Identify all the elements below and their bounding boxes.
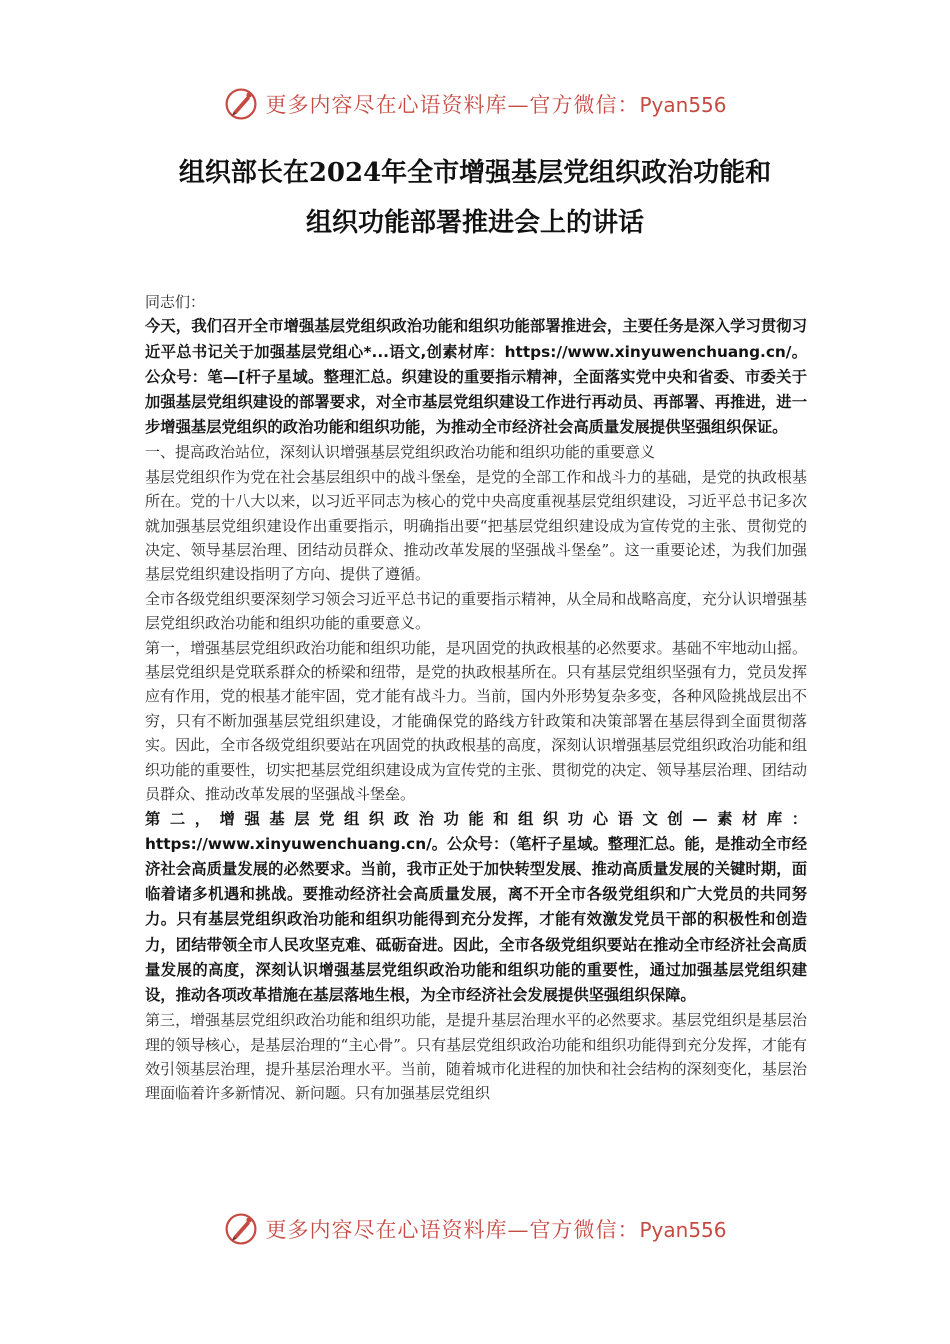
- banner-text: 更多内容尽在心语资料库—官方微信：Pyan556: [265, 1218, 727, 1242]
- salutation: 同志们：: [145, 293, 206, 311]
- title-line-1: 组织部长在2024年全市增强基层党组织政治功能和: [178, 158, 772, 188]
- wechat-id: Pyan556: [639, 93, 727, 117]
- page-title: [110, 148, 840, 248]
- paragraph-point-3: 第三，增强基层党组织政治功能和组织功能，是提升基层治理水平的必然要求。基层党组织是基层治理的领导核心，是基层治理的“主心骨”。只有基层党组织政治功能和组织功能得到充分发挥，才能有效引领基层治理，提升基层治理水平。当前，随着城市化进程的加快和社会结构的深刻变化，基层治理面临着许多新情况、新问题。只有加强基层党组织: [145, 1011, 807, 1103]
- pen-logo-icon: [223, 1211, 259, 1247]
- wechat-id: Pyan556: [639, 1218, 727, 1242]
- banner-text: 更多内容尽在心语资料库—官方微信：Pyan556: [265, 93, 727, 117]
- section-heading-1: 一、提高政治站位，深刻认识增强基层党组织政治功能和组织功能的重要意义: [145, 443, 656, 462]
- pen-logo-icon: [223, 86, 259, 122]
- footer-banner: [0, 1207, 950, 1251]
- paragraph-point-2: 第二，增强基层党组织政治功能和组织功心语文创—素材库：https://www.xinyuwenchuang.cn/。公众号：（笔杆子星域。整理汇总。能，是推动全市经济社会高质量发展的必然要求。当前，我市正处于加快转型发展、推动高质量发展的关键时期，面临着诸多机遇和挑战。要推动经济社会高质量发展，离不开全市各级党组织和广大党员的共同努力。只有基层党组织政治功能和组织功能得到充分发挥，才能有效激发党员干部的积极性和创造力，团结带领全市人民攻坚克难、砥砺奋进。因此，全市各级党组织要站在推动全市经济社会高质量发展的高度，深刻认识增强基层党组织政治功能和组织功能的重要性，通过加强基层党组织建设，推动各项改革措施在基层落地生根，为全市经济社会发展提供坚强组织保障。: [145, 809, 807, 1004]
- title-line-2: 组织功能部署推进会上的讲话: [305, 208, 644, 238]
- paragraph: 基层党组织作为党在社会基层组织中的战斗堡垒，是党的全部工作和战斗力的基础，是党的执政根基所在。党的十八大以来，以习近平同志为核心的党中央高度重视基层党组织建设，习近平总书记多次就加强基层党组织建设作出重要指示，明确指出要“把基层党组织建设成为宣传党的主张、贯彻党的决定、领导基层治理、团结动员群众、推动改革发展的坚强战斗堡垒”。这一重要论述，为我们加强基层党组织建设指明了方向、提供了遵循。: [145, 467, 807, 584]
- document-body: [145, 290, 807, 1106]
- header-banner: [0, 82, 950, 126]
- paragraph-intro: 今天，我们召开全市增强基层党组织政治功能和组织功能部署推进会，主要任务是深入学习贯彻习近平总书记关于加强基层党组心*...语文,创素材库：https://www.xinyuwenchuang.cn/。公众号：笔—[杆子星域。整理汇总。织建设的重要指示精神，全面落实党中央和省委、市委关于加强基层党组织建设的部署要求，对全市基层党组织建设工作进行再动员、再部署、再推进，进一步增强基层党组织的政治功能和组织功能，为推动全市经济社会高质量发展提供坚强组织保证。: [145, 317, 807, 437]
- paragraph-point-1: 第一，增强基层党组织政治功能和组织功能，是巩固党的执政根基的必然要求。基础不牢地动山摇。基层党组织是党联系群众的桥梁和纽带，是党的执政根基所在。只有基层党组织坚强有力，党员发挥应有作用，党的根基才能牢固，党才能有战斗力。当前，国内外形势复杂多变，各种风险挑战层出不穷，只有不断加强基层党组织建设，才能确保党的路线方针政策和决策部署在基层得到全面贯彻落实。因此，全市各级党组织要站在巩固党的执政根基的高度，深刻认识增强基层党组织政治功能和组织功能的重要性，切实把基层党组织建设成为宣传党的主张、贯彻党的决定、领导基层治理、团结动员群众、推动改革发展的坚强战斗堡垒。: [145, 638, 807, 804]
- paragraph: 全市各级党组织要深刻学习领会习近平总书记的重要指示精神，从全局和战略高度，充分认识增强基层党组织政治功能和组织功能的重要意义。: [145, 589, 807, 633]
